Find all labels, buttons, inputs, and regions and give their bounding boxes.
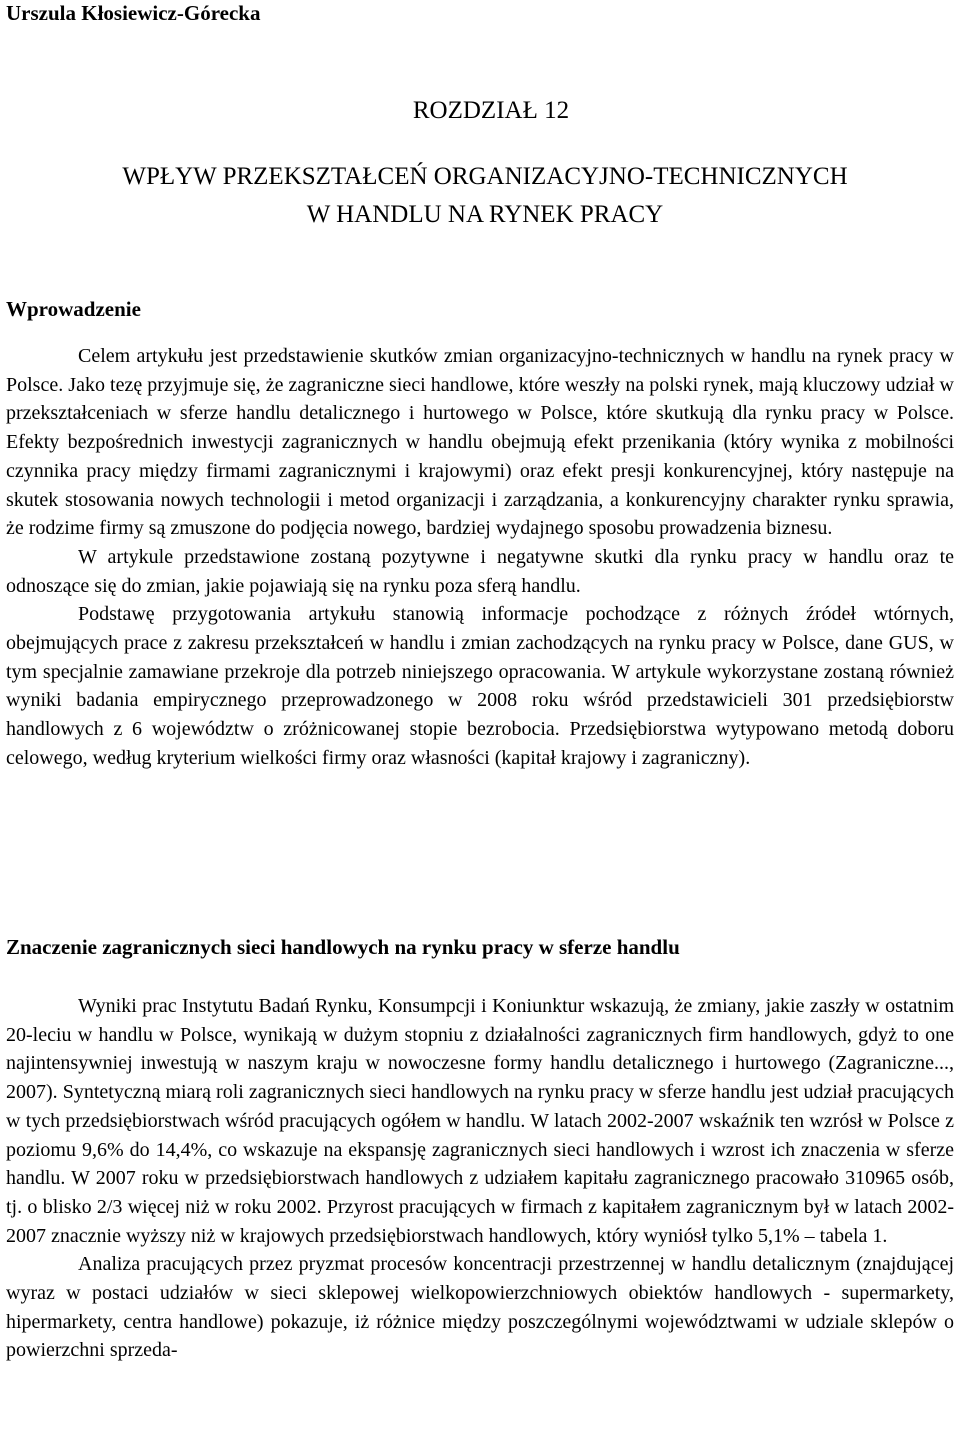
paragraph: Wyniki prac Instytutu Badań Rynku, Konsumpcji i Koniunktur wskazują, że zmiany, jakie zaszły w ostatnim 20-leciu w handlu w Polsce, wynikają w dużym stopniu z działalności zagranicznych firm handlowych, gdyż to one najintensywniej inwestują w naszym kraju w nowoczesne formy handlu detalicznego i hurtowego (Zagraniczne..., 2007). Syntetyczną miarą roli zagranicznych sieci handlowych na rynku pracy w sferze handlu jest udział pracujących w tych przedsiębiorstwach wśród pracujących ogółem w handlu. W latach 2002-2007 wskaźnik ten wzrósł w Polsce z poziomu 9,6% do 14,4%, co wskazuje na ekspansję zagranicznych sieci handlowych i wzrost ich znaczenia w sferze handlu. W 2007 roku w przedsiębiorstwach handlowych z udziałem kapitału zagranicznego pracowało 310965 osób, tj. o blisko 2/3 więcej niż w roku 2002. Przyrost pracujących w firmach z kapitałem zagranicznym był w latach 2002-2007 znacznie wyższy niż w krajowych przedsiębiorstwach handlowych, który wyniósł tylko 5,1% – tabela 1. [6,995,954,1247]
chapter-label: ROZDZIAŁ 12 [412,97,570,124]
chapter-title-line-2: W HANDLU NA RYNEK PRACY [306,201,664,228]
paragraph: W artykule przedstawione zostaną pozytywne i negatywne skutki dla rynku pracy w handlu oraz te odnoszące się do zmian, jakie pojawiają się na rynku poza sferą handlu. [6,545,954,597]
paragraph: Podstawę przygotowania artykułu stanowią informacje pochodzące z różnych źródeł wtórnych, obejmujących prace z zakresu przekształceń w handlu i zmian zachodzących na rynku pracy w Polsce, dane GUS, w tym specjalnie zamawiane przekroje dla potrzeb niniejszego opracowania. W artykule wykorzystane zostaną również wyniki badania empirycznego przeprowadzonego w 2008 roku wśród przedstawicieli 301 przedsiębiorstw handlowych z 6 województw o zróżnicowanej stopie bezrobocia. Przedsiębiorstwa wytypowano metodą doboru celowego, według kryterium wielkości firmy oraz własności (kapitał krajowy i zagraniczny). [6,603,954,769]
chapter-title [0,158,960,234]
introduction-heading: Wprowadzenie [6,297,141,321]
section-heading: Znaczenie zagranicznych sieci handlowych na rynku pracy w sferze handlu [6,935,680,959]
paragraph: Celem artykułu jest przedstawienie skutków zmian organizacyjno-technicznych w handlu na rynek pracy w Polsce. Jako tezę przyjmuje się, że zagraniczne sieci handlowe, które weszły na polski rynek, mają kluczowy udział w przekształceniach w sferze handlu detalicznego i hurtowego w Polsce, które skutkują dla rynku pracy w Polsce. Efekty bezpośrednich inwestycji zagranicznych w handlu obejmują efekt przenikania (który wynika z mobilności czynnika pracy między firmami zagranicznymi i krajowymi) oraz efekt presji konkurencyjnej, który następuje na skutek stosowania nowych technologii i metod organizacji i zarządzania, a konkurencyjny charakter rynku sprawia, że rodzime firmy są zmuszone do podjęcia nowego, bardziej wydajnego sposobu prowadzenia biznesu. [6,345,954,540]
introduction-body [6,342,954,773]
author-header: Urszula Kłosiewicz-Górecka [6,1,261,25]
paragraph: Analiza pracujących przez pryzmat procesów koncentracji przestrzennej w handlu detalicznym (znajdującej wyraz w postaci udziałów w sieci sklepowej wielkopowierzchniowych obiektów handlowych - supermarkety, hipermarkety, centra handlowe) pokazuje, iż różnice między poszczególnymi województwami w udziale sklepów o powierzchni sprzeda- [6,1253,954,1362]
chapter-title-line-1: WPŁYW PRZEKSZTAŁCEŃ ORGANIZACYJNO-TECHNICZNYCH [122,163,848,190]
section-body [6,992,954,1365]
